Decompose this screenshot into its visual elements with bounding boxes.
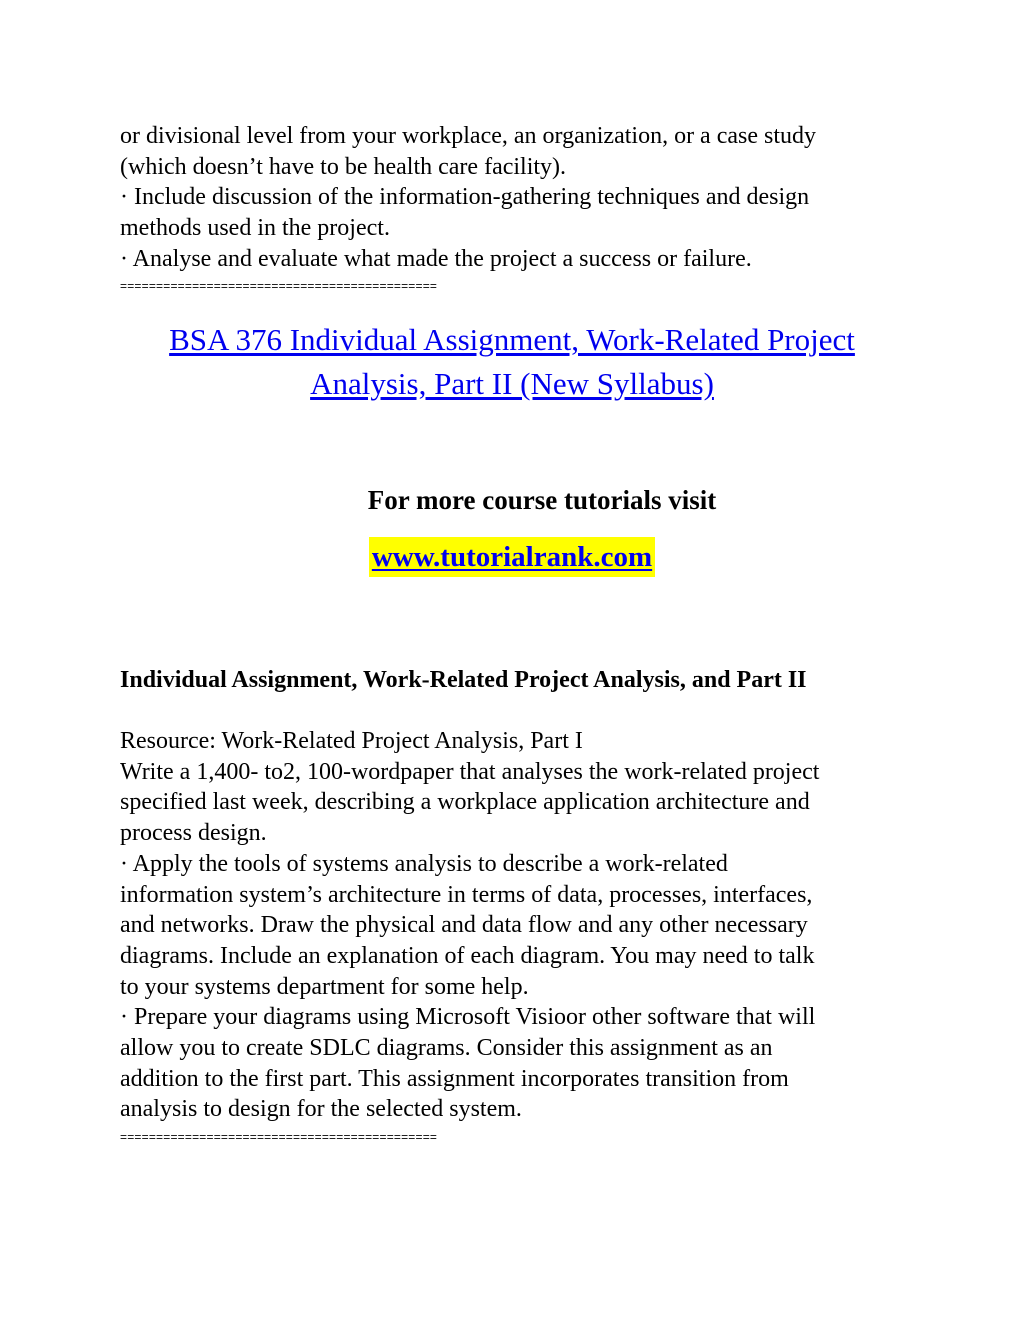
assignment-body bbox=[120, 726, 920, 1125]
course-title-line[interactable]: BSA 376 Individual Assignment, Work-Related Project bbox=[169, 322, 855, 357]
tutorialrank-link[interactable]: www.tutorialrank.com bbox=[369, 537, 655, 577]
separator-top: ============================================ bbox=[120, 279, 438, 293]
assignment-line: Resource: Work-Related Project Analysis, Part I bbox=[120, 728, 583, 754]
intro-line: or divisional level from your workplace, an organization, or a case study bbox=[120, 123, 817, 149]
assignment-line: process design. bbox=[120, 820, 267, 847]
assignment-line: addition to the first part. This assignment incorporates transition from bbox=[120, 1065, 789, 1092]
course-title-link[interactable] bbox=[100, 318, 924, 406]
assignment-heading: Individual Assignment, Work-Related Project Analysis, and Part II bbox=[120, 667, 807, 693]
assignment-line: and networks. Draw the physical and data flow and any other necessary bbox=[120, 912, 808, 939]
intro-bullet-line: · Include discussion of the information-gathering techniques and design bbox=[120, 184, 810, 211]
assignment-line: analysis to design for the selected system. bbox=[120, 1096, 522, 1123]
intro-paragraph bbox=[120, 121, 920, 275]
assignment-line: diagrams. Include an explanation of each diagram. You may need to talk bbox=[120, 942, 815, 969]
assignment-line: allow you to create SDLC diagrams. Consider this assignment as an bbox=[120, 1035, 773, 1062]
assignment-bullet-line: · Apply the tools of systems analysis to describe a work-related bbox=[120, 850, 728, 877]
separator-bottom: ============================================ bbox=[120, 1130, 438, 1144]
course-title-line[interactable]: Analysis, Part II (New Syllabus) bbox=[310, 366, 714, 401]
assignment-line: information system’s architecture in terms of data, processes, interfaces, bbox=[120, 881, 813, 908]
intro-bullet-line: · Analyse and evaluate what made the project a success or failure. bbox=[120, 245, 752, 272]
site-link-container bbox=[200, 537, 824, 577]
assignment-line: to your systems department for some help. bbox=[120, 973, 529, 1000]
intro-line: (which doesn’t have to be health care facility). bbox=[120, 153, 567, 180]
assignment-bullet-line: · Prepare your diagrams using Microsoft Visioor other software that will bbox=[120, 1004, 816, 1031]
intro-line: methods used in the project. bbox=[120, 215, 390, 242]
assignment-line: specified last week, describing a workplace application architecture and bbox=[120, 789, 810, 816]
visit-heading: For more course tutorials visit bbox=[367, 485, 717, 515]
assignment-line: Write a 1,400- to2, 100-wordpaper that analyses the work-related project bbox=[120, 758, 820, 785]
